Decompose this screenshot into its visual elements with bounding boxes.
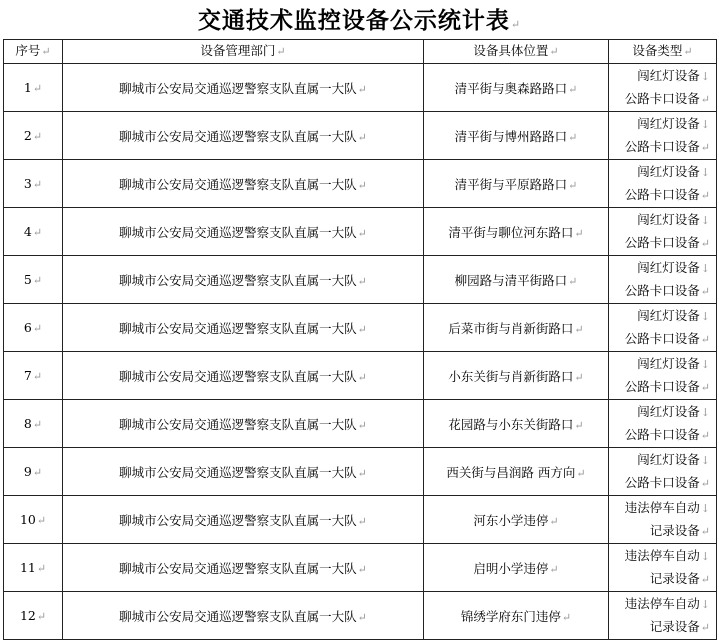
paragraph-mark: ↵ [357,610,367,624]
type-line-1 [609,449,716,472]
cell-location [424,64,609,112]
type-line-2-text: 公路卡口设备 [624,474,700,490]
paragraph-mark: ↵ [357,82,367,96]
cell-no [4,448,63,496]
type-line-2-text: 公路卡口设备 [624,426,700,442]
paragraph-mark: ↵ [683,45,693,58]
type-line-2-text: 公路卡口设备 [624,186,700,202]
type-line-2-text: 公路卡口设备 [624,90,700,106]
cell-dept [63,64,424,112]
paragraph-mark: ↵ [700,476,710,490]
cell-no [4,352,63,400]
type-line-1-text: 闯红灯设备 [637,451,700,467]
paragraph-mark: ↵ [276,45,286,58]
dept-text: 聊城市公安局交通巡逻警察支队直属一大队 [119,512,357,528]
cell-no [4,544,63,592]
cell-no [4,496,63,544]
cell-dept [63,304,424,352]
header-location [424,40,609,64]
table-row [4,208,717,256]
cell-dept [63,112,424,160]
paragraph-mark: ↵ [700,140,710,154]
paragraph-mark: ↵ [357,130,367,144]
cell-location [424,112,609,160]
row-number: 2 [23,128,32,143]
type-line-1-text: 闯红灯设备 [637,163,700,179]
cell-type [609,352,717,400]
paragraph-mark: ↵ [700,332,710,346]
paragraph-mark: ↵ [357,178,367,192]
cell-dept [63,208,424,256]
dept-text: 聊城市公安局交通巡逻警察支队直属一大队 [119,320,357,336]
line-break-mark: ↓ [700,501,710,515]
location-text: 锦绣学府东门违停 [460,608,561,624]
type-line-2-text: 公路卡口设备 [624,138,700,154]
type-line-1 [609,161,716,184]
cell-dept [63,256,424,304]
line-break-mark: ↓ [700,549,710,563]
type-line-1 [609,305,716,328]
cell-dept [63,544,424,592]
paragraph-mark: ↵ [357,370,367,384]
cell-type [609,592,717,640]
type-line-2-text: 公路卡口设备 [624,234,700,250]
dept-text: 聊城市公安局交通巡逻警察支队直属一大队 [119,464,357,480]
paragraph-mark: ↵ [700,428,710,442]
row-number: 4 [23,224,32,239]
line-break-mark: ↓ [700,357,710,371]
line-break-mark: ↓ [700,309,710,323]
title-text: 交通技术监控设备公示统计表 [197,7,510,34]
header-row [4,40,717,64]
dept-text: 聊城市公安局交通巡逻警察支队直属一大队 [119,224,357,240]
paragraph-mark: ↵ [549,562,559,576]
row-number: 9 [23,464,32,479]
cell-location [424,496,609,544]
paragraph-mark: ↵ [574,418,584,432]
type-line-1-text: 闯红灯设备 [637,307,700,323]
paragraph-mark: ↵ [576,466,586,480]
location-text: 启明小学违停 [473,560,549,576]
type-line-1 [609,65,716,88]
cell-dept [63,592,424,640]
cell-type [609,544,717,592]
paragraph-mark: ↵ [574,370,584,384]
dept-text: 聊城市公安局交通巡逻警察支队直属一大队 [119,272,357,288]
cell-dept [63,400,424,448]
type-line-1-text: 闯红灯设备 [637,355,700,371]
cell-dept [63,496,424,544]
paragraph-mark: ↵ [700,380,710,394]
paragraph-mark: ↵ [357,226,367,240]
location-text: 清平街与聊位河东路口 [448,224,574,240]
location-text: 清平街与奥森路路口 [454,80,568,96]
type-line-2 [609,280,716,303]
location-text: 花园路与小东关街路口 [448,416,574,432]
paragraph-mark: ↵ [32,370,43,383]
row-number: 12 [19,608,36,623]
header-type [609,40,717,64]
cell-no [4,160,63,208]
cell-type [609,496,717,544]
line-break-mark: ↓ [700,261,710,275]
header-type-text: 设备类型 [632,43,683,58]
table-body [4,64,717,640]
paragraph-mark: ↵ [568,178,578,192]
line-break-mark: ↓ [700,213,710,227]
paragraph-mark: ↵ [32,82,43,95]
location-text: 河东小学违停 [473,512,549,528]
type-line-1 [609,209,716,232]
location-text: 清平街与博州路路口 [454,128,568,144]
paragraph-mark: ↵ [700,236,710,250]
location-text: 后菜市街与肖新街路口 [448,320,574,336]
location-text: 西关街与昌润路 西方向 [446,464,576,480]
cell-type [609,64,717,112]
row-number: 7 [23,368,32,383]
paragraph-mark: ↵ [32,130,43,143]
paragraph-mark: ↵ [574,226,584,240]
paragraph-mark: ↵ [36,514,47,527]
paragraph-mark: ↵ [549,514,559,528]
paragraph-mark: ↵ [32,274,43,287]
type-line-1-text: 闯红灯设备 [637,115,700,131]
header-no [4,40,63,64]
type-line-1-text: 闯红灯设备 [637,211,700,227]
line-break-mark: ↓ [700,165,710,179]
row-number: 8 [23,416,32,431]
paragraph-mark: ↵ [549,45,559,58]
table-row [4,304,717,352]
row-number: 5 [23,272,32,287]
type-line-2 [609,568,716,591]
dept-text: 聊城市公安局交通巡逻警察支队直属一大队 [119,128,357,144]
paragraph-mark: ↵ [357,274,367,288]
row-number: 11 [19,560,36,575]
paragraph-mark: ↵ [510,18,522,31]
paragraph-mark: ↵ [357,562,367,576]
type-line-1 [609,545,716,568]
table-row [4,160,717,208]
line-break-mark: ↓ [700,453,710,467]
cell-type [609,304,717,352]
paragraph-mark: ↵ [700,524,710,538]
type-line-2-text: 记录设备 [649,618,700,634]
paragraph-mark: ↵ [568,82,578,96]
cell-location [424,544,609,592]
type-line-2-text: 记录设备 [649,522,700,538]
type-line-2-text: 公路卡口设备 [624,282,700,298]
header-dept [63,40,424,64]
paragraph-mark: ↵ [357,418,367,432]
header-dept-text: 设备管理部门 [200,43,276,58]
cell-dept [63,352,424,400]
dept-text: 聊城市公安局交通巡逻警察支队直属一大队 [119,80,357,96]
paragraph-mark: ↵ [357,322,367,336]
line-break-mark: ↓ [700,405,710,419]
type-line-2-text: 公路卡口设备 [624,378,700,394]
location-text: 小东关街与肖新街路口 [448,368,574,384]
table-row [4,496,717,544]
cell-type [609,448,717,496]
cell-no [4,304,63,352]
type-line-2 [609,520,716,543]
paragraph-mark: ↵ [357,466,367,480]
type-line-2 [609,184,716,207]
paragraph-mark: ↵ [36,610,47,623]
cell-location [424,592,609,640]
paragraph-mark: ↵ [41,45,51,58]
type-line-1-text: 闯红灯设备 [637,67,700,83]
line-break-mark: ↓ [700,69,710,83]
type-line-1-text: 闯红灯设备 [637,403,700,419]
document-title [0,4,719,38]
type-line-1 [609,497,716,520]
paragraph-mark: ↵ [36,562,47,575]
dept-text: 聊城市公安局交通巡逻警察支队直属一大队 [119,560,357,576]
row-number: 6 [23,320,32,335]
paragraph-mark: ↵ [568,130,578,144]
type-line-2 [609,328,716,351]
type-line-1-text: 违法停车自动 [624,595,700,611]
cell-no [4,208,63,256]
line-break-mark: ↓ [700,117,710,131]
cell-location [424,256,609,304]
header-location-text: 设备具体位置 [473,43,549,58]
table-row [4,64,717,112]
cell-no [4,400,63,448]
cell-type [609,112,717,160]
type-line-2 [609,616,716,639]
type-line-1 [609,353,716,376]
location-text: 柳园路与清平街路口 [454,272,568,288]
type-line-1-text: 违法停车自动 [624,547,700,563]
type-line-1 [609,257,716,280]
cell-location [424,448,609,496]
type-line-1 [609,593,716,616]
paragraph-mark: ↵ [32,418,43,431]
paragraph-mark: ↵ [32,322,43,335]
table-row [4,592,717,640]
type-line-2-text: 公路卡口设备 [624,330,700,346]
cell-no [4,256,63,304]
cell-dept [63,160,424,208]
row-number: 3 [23,176,32,191]
type-line-2 [609,136,716,159]
type-line-1 [609,401,716,424]
dept-text: 聊城市公安局交通巡逻警察支队直属一大队 [119,416,357,432]
type-line-1 [609,113,716,136]
table-row [4,448,717,496]
cell-no [4,64,63,112]
type-line-2 [609,232,716,255]
paragraph-mark: ↵ [32,466,43,479]
paragraph-mark: ↵ [700,620,710,634]
cell-location [424,208,609,256]
statistics-table [3,39,717,640]
type-line-2 [609,472,716,495]
type-line-2 [609,376,716,399]
location-text: 清平街与平原路路口 [454,176,568,192]
paragraph-mark: ↵ [700,188,710,202]
paragraph-mark: ↵ [700,284,710,298]
dept-text: 聊城市公安局交通巡逻警察支队直属一大队 [119,608,357,624]
cell-type [609,256,717,304]
paragraph-mark: ↵ [32,178,43,191]
type-line-1-text: 违法停车自动 [624,499,700,515]
table-row [4,544,717,592]
paragraph-mark: ↵ [357,514,367,528]
cell-type [609,400,717,448]
cell-type [609,208,717,256]
type-line-2 [609,88,716,111]
cell-location [424,352,609,400]
table-row [4,352,717,400]
cell-location [424,304,609,352]
cell-location [424,160,609,208]
row-number: 1 [23,80,32,95]
paragraph-mark: ↵ [700,92,710,106]
paragraph-mark: ↵ [700,572,710,586]
cell-type [609,160,717,208]
cell-location [424,400,609,448]
line-break-mark: ↓ [700,597,710,611]
dept-text: 聊城市公安局交通巡逻警察支队直属一大队 [119,176,357,192]
type-line-2-text: 记录设备 [649,570,700,586]
row-number: 10 [19,512,36,527]
cell-no [4,112,63,160]
paragraph-mark: ↵ [574,322,584,336]
type-line-2 [609,424,716,447]
type-line-1-text: 闯红灯设备 [637,259,700,275]
cell-no [4,592,63,640]
paragraph-mark: ↵ [32,226,43,239]
paragraph-mark: ↵ [568,274,578,288]
cell-dept [63,448,424,496]
table-row [4,400,717,448]
dept-text: 聊城市公安局交通巡逻警察支队直属一大队 [119,368,357,384]
paragraph-mark: ↵ [561,610,572,624]
table-row [4,256,717,304]
header-no-text: 序号 [15,43,41,58]
table-row [4,112,717,160]
